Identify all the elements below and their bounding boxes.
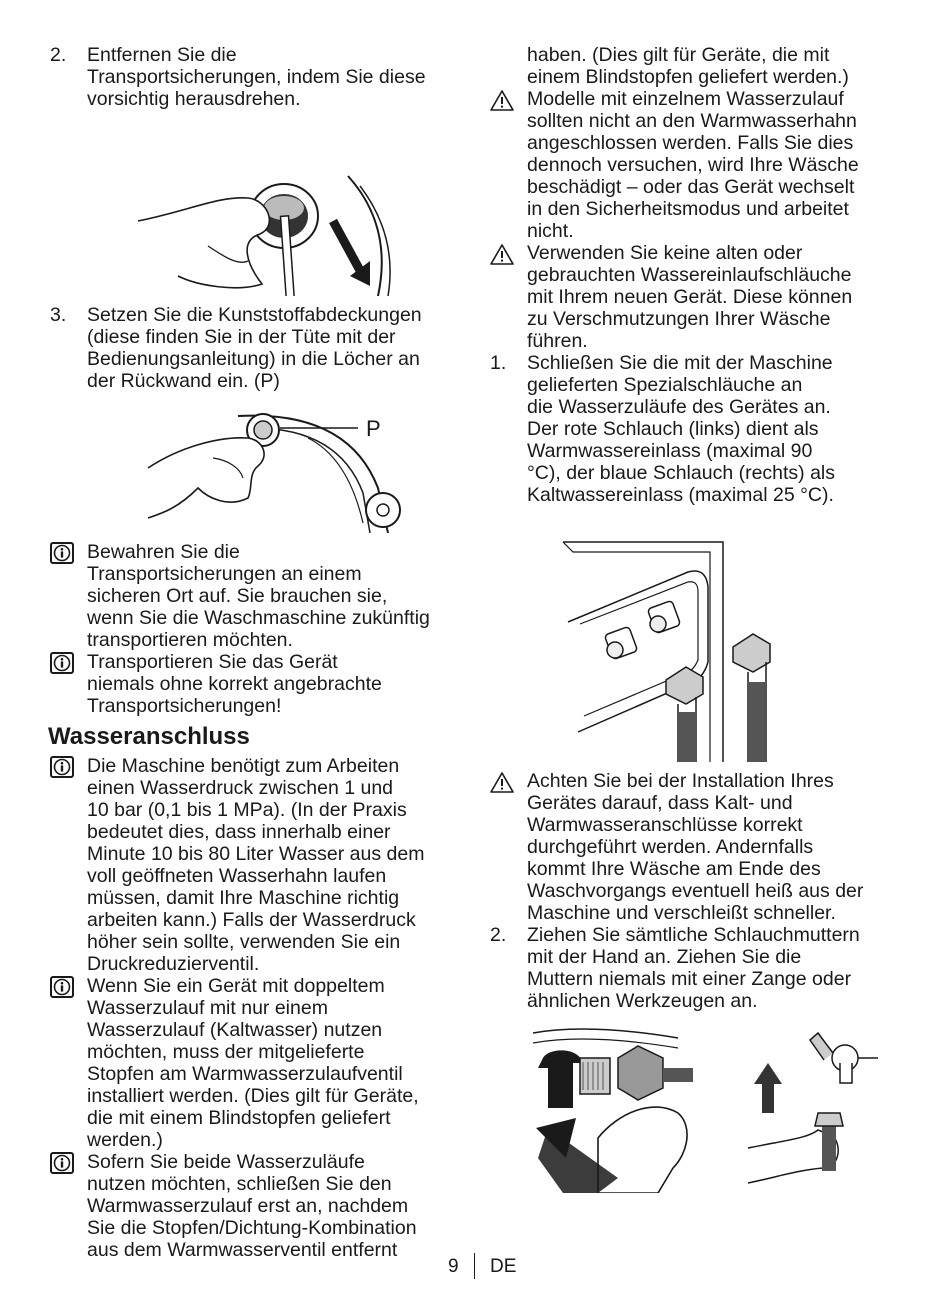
step-1-connect-hoses [488,352,908,506]
step-text: Ziehen Sie sämtliche Schlauchmuttern mit der Hand an. Ziehen Sie die Muttern niemals mit einer Zange oder ähnlichen Werkzeugen an. [527,924,860,1012]
info-icon [50,1152,74,1174]
language-code: DE [490,1256,517,1277]
warning-icon [490,89,514,111]
warning-old-hoses [488,242,908,352]
info-note-water-pressure [48,755,460,975]
step-number: 3. [50,304,67,326]
warning-text: Verwenden Sie keine alten oder gebrauchten Wassereinlaufschläuche mit Ihrem neuen Gerät. Diese können zu Verschmutzungen Ihrer Wäsche führen. [527,242,853,352]
step-number: 2. [490,924,507,946]
tap-side-connection [748,1033,878,1183]
step-3-insert-plastic-covers [48,304,460,392]
info-note-both-inlets [48,1151,460,1261]
info-text: Die Maschine benötigt zum Arbeiten einen Wasserdruck zwischen 1 und 10 bar (0,1 bis 1 MPa). (In der Praxis bedeutet dies, dass innerhalb einer Minute 10 bis 80 Liter Wasser aus dem voll geöffneten Wasserhahn laufen müssen, damit Ihre Maschine richtig arbeiten kann.) Falls der Wasserdruck höher sein sollte, verwenden Sie ein Druckreduzierventil. [87,755,425,975]
hot-water-inlet [604,626,637,659]
footer-divider [474,1253,475,1279]
machine-side-connection [533,1029,693,1193]
info-icon [50,542,74,564]
info-text: Transportieren Sie das Gerät niemals ohne korrekt angebrachte Transportsicherungen! [87,651,382,717]
label-p: P [366,416,381,441]
info-note-transport-only-with-bolts [48,651,460,717]
step-text: Setzen Sie die Kunststoffabdeckungen (diese finden Sie in der Tüte mit der Bedienungsanleitung) in die Löcher an der Rückwand ein. (P) [87,304,422,392]
step-text: Schließen Sie die mit der Maschine gelieferten Spezialschläuche an die Wasserzuläufe des Gerätes an. Der rote Schlauch (links) dient als Warmwassereinlass (maximal 90 °C), der blaue Schlauch (rechts) als Kaltwassereinlass (maximal 25 °C). [527,352,836,506]
info-text: Sofern Sie beide Wasserzuläufe nutzen möchten, schließen Sie den Warmwasserzulauf erst an, nachdem Sie die Stopfen/Dichtung-Kombination aus dem Warmwasserventil entfernt [87,1151,417,1261]
warning-text: Modelle mit einzelnem Wasserzulauf sollten nicht an den Warmwasserhahn angeschlossen werden. Falls Sie dies dennoch versuchen, wird Ihre Wäsche beschädigt – oder das Gerät wechselt in den Sicherheitsmodus und arbeitet nicht. [527,88,859,242]
right-column [488,44,908,1201]
cold-water-inlet [647,600,680,633]
warning-icon [490,771,514,793]
info-icon [50,976,74,998]
info-note-single-inlet-stopper [48,975,460,1151]
page-number: 9 [448,1256,459,1277]
plastic-cover-insertion-illustration [48,398,460,533]
cold-water-hose [733,634,770,762]
hot-water-hose [666,667,703,762]
section-heading: Wasseranschluss [48,723,250,750]
info-text: Bewahren Sie die Transportsicherungen an einem sicheren Ort auf. Sie brauchen sie, wenn Sie die Waschmaschine zukünftig transportieren möchten. [87,541,430,651]
warning-icon [490,243,514,265]
info-note-keep-transport-bolts [48,541,460,651]
left-column [48,44,460,1261]
info-text: Wenn Sie ein Gerät mit doppeltem Wasserzulauf mit nur einem Wasserzulauf (Kaltwasser) nutzen möchten, muss der mitgelieferte Stopfen am Warmwasserzulaufventil installiert werden. (Dies gilt für Geräte, die mit einem Blindstopfen geliefert werden.) [87,975,419,1151]
transport-bolt-removal-illustration [48,116,460,296]
tighten-hose-nuts-illustration [488,1018,908,1193]
step-number: 2. [50,44,67,66]
warning-correct-hot-cold-connection [488,770,908,924]
water-inlet-hoses-illustration [488,512,908,762]
step-number: 1. [490,352,507,374]
info-icon [50,756,74,778]
step-2-remove-transport-bolts [48,44,460,110]
warning-text: Achten Sie bei der Installation Ihres Gerätes darauf, dass Kalt- und Warmwasseranschlüsse korrekt durchgeführt werden. Andernfalls kommt Ihre Wäsche am Ende des Waschvorgangs eventuell heiß aus der Maschine und verschleißt schneller. [527,770,864,924]
info-icon [50,652,74,674]
warning-single-inlet-hot-water [488,88,908,242]
step-text: Entfernen Sie die Transportsicherungen, indem Sie diese vorsichtig herausdrehen. [87,44,426,110]
continued-text: haben. (Dies gilt für Geräte, die mit einem Blindstopfen geliefert werden.) [527,44,849,88]
step-2-tighten-hose-nuts [488,924,908,1012]
